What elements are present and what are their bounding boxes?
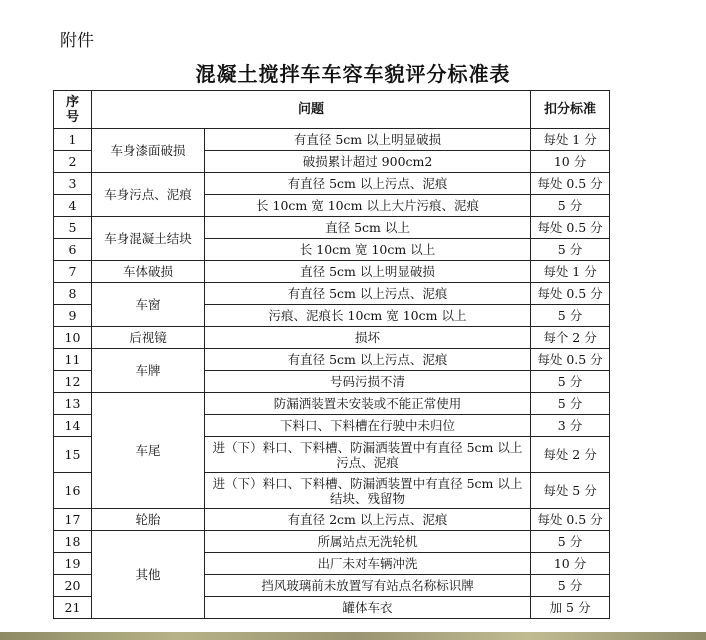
row-number: 19 xyxy=(54,553,92,575)
row-number: 2 xyxy=(54,151,92,173)
deduction-cell: 每处 0.5 分 xyxy=(531,283,610,305)
issue-cell: 出厂未对车辆冲洗 xyxy=(205,553,531,575)
row-number: 4 xyxy=(54,195,92,217)
deduction-cell: 加 5 分 xyxy=(531,597,610,619)
table-row xyxy=(54,393,610,415)
deduction-cell: 10 分 xyxy=(531,151,610,173)
issue-cell: 进（下）料口、下料槽、防漏洒装置中有直径 5cm 以上结块、残留物 xyxy=(205,473,531,509)
table-row xyxy=(54,349,610,371)
issue-cell: 罐体车衣 xyxy=(205,597,531,619)
row-number: 12 xyxy=(54,371,92,393)
deduction-cell: 每处 0.5 分 xyxy=(531,349,610,371)
issue-cell: 破损累计超过 900cm2 xyxy=(205,151,531,173)
document-title: 混凝土搅拌车车容车貌评分标准表 xyxy=(195,62,511,86)
issue-cell: 有直径 2cm 以上污点、泥痕 xyxy=(205,509,531,531)
category-cell: 后视镜 xyxy=(92,327,205,349)
category-cell: 车体破损 xyxy=(92,261,205,283)
category-cell: 车牌 xyxy=(92,349,205,393)
deduction-cell: 5 分 xyxy=(531,305,610,327)
row-number: 11 xyxy=(54,349,92,371)
header-issue: 问题 xyxy=(92,91,531,129)
deduction-cell: 10 分 xyxy=(531,553,610,575)
row-number: 21 xyxy=(54,597,92,619)
row-number: 15 xyxy=(54,437,92,473)
row-number: 17 xyxy=(54,509,92,531)
table-row xyxy=(54,217,610,239)
issue-cell: 号码污损不清 xyxy=(205,371,531,393)
deduction-cell: 5 分 xyxy=(531,393,610,415)
category-cell: 车身漆面破损 xyxy=(92,129,205,173)
deduction-cell: 每处 1 分 xyxy=(531,129,610,151)
category-cell: 车身混凝土结块 xyxy=(92,217,205,261)
deduction-cell: 每处 0.5 分 xyxy=(531,217,610,239)
issue-cell: 污痕、泥痕长 10cm 宽 10cm 以上 xyxy=(205,305,531,327)
issue-cell: 有直径 5cm 以上污点、泥痕 xyxy=(205,349,531,371)
table-row xyxy=(54,129,610,151)
row-number: 14 xyxy=(54,415,92,437)
issue-cell: 防漏洒装置未安装或不能正常使用 xyxy=(205,393,531,415)
deduction-cell: 5 分 xyxy=(531,195,610,217)
row-number: 13 xyxy=(54,393,92,415)
deduction-cell: 5 分 xyxy=(531,371,610,393)
bottom-edge-strip xyxy=(0,632,706,640)
deduction-cell: 每处 0.5 分 xyxy=(531,509,610,531)
table-row xyxy=(54,283,610,305)
issue-cell: 下料口、下料槽在行驶中未归位 xyxy=(205,415,531,437)
issue-cell: 长 10cm 宽 10cm 以上 xyxy=(205,239,531,261)
table-body xyxy=(54,129,610,619)
table-row xyxy=(54,261,610,283)
issue-cell: 直径 5cm 以上明显破损 xyxy=(205,261,531,283)
table-header-row xyxy=(54,91,610,129)
issue-cell: 有直径 5cm 以上污点、泥痕 xyxy=(205,173,531,195)
table-row xyxy=(54,509,610,531)
deduction-cell: 每处 0.5 分 xyxy=(531,173,610,195)
issue-cell: 进（下）料口、下料槽、防漏洒装置中有直径 5cm 以上污点、泥痕 xyxy=(205,437,531,473)
row-number: 9 xyxy=(54,305,92,327)
row-number: 10 xyxy=(54,327,92,349)
deduction-cell: 5 分 xyxy=(531,239,610,261)
row-number: 7 xyxy=(54,261,92,283)
header-no: 序 号 xyxy=(54,91,92,129)
category-cell: 其他 xyxy=(92,531,205,619)
row-number: 5 xyxy=(54,217,92,239)
issue-cell: 损坏 xyxy=(205,327,531,349)
issue-cell: 挡风玻璃前未放置写有站点名称标识牌 xyxy=(205,575,531,597)
issue-cell: 有直径 5cm 以上明显破损 xyxy=(205,129,531,151)
row-number: 3 xyxy=(54,173,92,195)
table-row xyxy=(54,531,610,553)
issue-cell: 直径 5cm 以上 xyxy=(205,217,531,239)
deduction-cell: 每处 1 分 xyxy=(531,261,610,283)
category-cell: 车窗 xyxy=(92,283,205,327)
deduction-cell: 每个 2 分 xyxy=(531,327,610,349)
issue-cell: 有直径 5cm 以上污点、泥痕 xyxy=(205,283,531,305)
row-number: 6 xyxy=(54,239,92,261)
deduction-cell: 3 分 xyxy=(531,415,610,437)
row-number: 1 xyxy=(54,129,92,151)
category-cell: 轮胎 xyxy=(92,509,205,531)
table-row xyxy=(54,327,610,349)
row-number: 16 xyxy=(54,473,92,509)
deduction-cell: 5 分 xyxy=(531,531,610,553)
table-row xyxy=(54,173,610,195)
issue-cell: 长 10cm 宽 10cm 以上大片污痕、泥痕 xyxy=(205,195,531,217)
deduction-cell: 5 分 xyxy=(531,575,610,597)
category-cell: 车尾 xyxy=(92,393,205,509)
scoring-table xyxy=(53,90,610,619)
deduction-cell: 每处 5 分 xyxy=(531,473,610,509)
category-cell: 车身污点、泥痕 xyxy=(92,173,205,217)
row-number: 20 xyxy=(54,575,92,597)
issue-cell: 所属站点无洗轮机 xyxy=(205,531,531,553)
header-deduction: 扣分标准 xyxy=(531,91,610,129)
attachment-label: 附件 xyxy=(60,31,94,51)
row-number: 18 xyxy=(54,531,92,553)
row-number: 8 xyxy=(54,283,92,305)
deduction-cell: 每处 2 分 xyxy=(531,437,610,473)
